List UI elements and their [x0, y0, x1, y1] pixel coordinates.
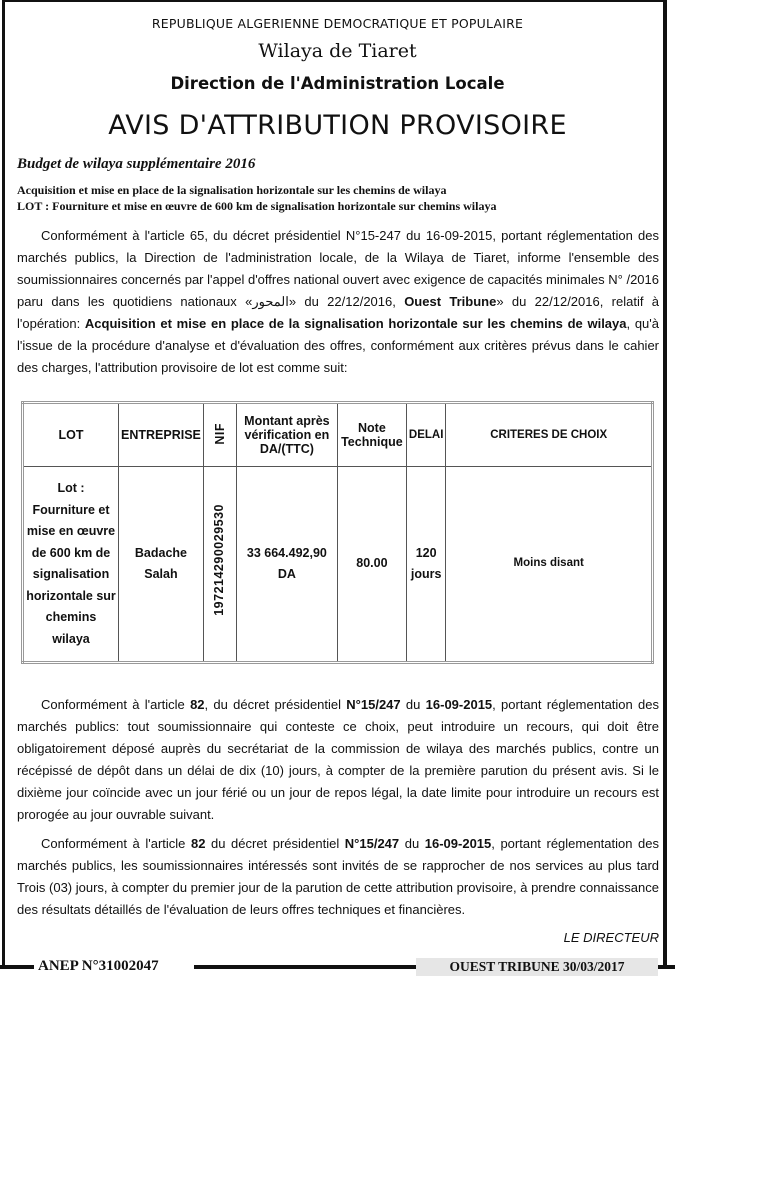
cell-criteres: Moins disant [446, 467, 653, 663]
p3-decret: N°15/247 [344, 836, 400, 851]
p2-text-g: , portant réglementation des marchés publics: tout soumissionnaire qui conteste ce choix, peut introduire un recours, qui doit être obligatoirement déposé auprès du secrétariat de la commission de wilaya des marchés publics, contre un récépissé de dépôt dans un délai de dix (10) jours, à compter de la première parution du présent avis. Si le dixième jour coïncide avec un jour férié ou un jour de repos légal, la date limite pour introduire un recours est prorogée au jour ouvrable suivant. [17, 697, 659, 822]
p1-arabic: المحور [252, 294, 289, 309]
p1-text-d: » du 22/12/2016, relatif à l'opération: [17, 294, 660, 331]
cell-entreprise: Badache Salah [119, 467, 204, 663]
cell-delai: 120 jours [406, 467, 446, 663]
attribution-table [21, 401, 654, 664]
p3-text-e: du [399, 836, 425, 851]
th-delai: DELAI [406, 403, 446, 467]
th-note: Note Technique [337, 403, 406, 467]
p1-operation: Acquisition et mise en place de la signalisation horizontale sur les chemins de wilaya [84, 316, 627, 331]
p1-text-a: Conformément à l'article 65, du décret présidentiel N°15-247 du 16-09-2015, portant réglementation des marchés publics, la Direction de l'administration locale, de la Wilaya de Tiaret, informe l'ensemble des soumissionnaires concernés par l'appel d'offres national ouvert avec exigence de capacités minimales N° /2016 paru dans les quotidiens nationaux « [17, 228, 659, 309]
paragraph-2 [17, 694, 659, 826]
p1-ouest-tribune: Ouest Tribune [404, 294, 497, 309]
signature-directeur: LE DIRECTEUR [563, 930, 659, 945]
p3-date: 16-09-2015 [424, 836, 492, 851]
cell-montant: 33 664.492,90 DA [236, 467, 337, 663]
header-wilaya: Wilaya de Tiaret [258, 40, 417, 62]
footer-rule-middle [194, 965, 416, 969]
nif-value: 197214290029530 [212, 504, 227, 617]
th-lot: LOT [23, 403, 119, 467]
p2-text-e: du [400, 697, 426, 712]
subject-line-1: Acquisition et mise en place de la signalisation horizontale sur les chemins de wilaya [17, 183, 447, 197]
subject-line-2: LOT : Fourniture et mise en œuvre de 600 km de signalisation horizontale sur chemins wilaya [17, 199, 497, 213]
cell-nif [203, 467, 236, 663]
budget-line: Budget de wilaya supplémentaire 2016 [17, 156, 256, 172]
footer-ouest-tribune: OUEST TRIBUNE 30/03/2017 [416, 958, 658, 976]
header-direction: Direction de l'Administration Locale [170, 74, 505, 93]
header-republique: REPUBLIQUE ALGERIENNE DEMOCRATIQUE ET POPULAIRE [151, 16, 524, 31]
p2-article: 82 [190, 697, 205, 712]
footer-anep: ANEP N°31002047 [34, 958, 163, 975]
p3-text-a: Conformément à l'article [41, 836, 191, 851]
cell-note: 80.00 [337, 467, 406, 663]
p1-text-b: » du 22/12/2016, [288, 294, 405, 309]
th-montant: Montant après vérification en DA/(TTC) [236, 403, 337, 467]
page-title: AVIS D'ATTRIBUTION PROVISOIRE [108, 110, 567, 141]
p3-text-c: du décret présidentiel [205, 836, 345, 851]
p2-decret: N°15/247 [346, 697, 401, 712]
p2-text-c: , du décret présidentiel [204, 697, 347, 712]
p2-date: 16-09-2015 [425, 697, 493, 712]
paragraph-3 [17, 833, 659, 921]
th-entreprise: ENTREPRISE [119, 403, 204, 467]
th-nif [203, 403, 236, 467]
cell-lot: Lot : Fourniture et mise en œuvre de 600 km de signalisation horizontale sur chemins wilaya [23, 467, 119, 663]
table-header-row [23, 403, 653, 467]
p2-text-a: Conformément à l'article [41, 697, 191, 712]
p1-text-f: , qu'à l'issue de la procédure d'analyse et d'évaluation des offres, conformément aux critères prévus dans le cahier des charges, l'attribution provisoire de lot est comme suit: [17, 316, 659, 375]
p3-article: 82 [190, 836, 206, 851]
p3-text-g: , portant réglementation des marchés publics, les soumissionnaires intéressés sont invités de se rapprocher de nos services au plus tard Trois (03) jours, à compter du premier jour de la parution de cette attribution provisoire, à prendre connaissance des résultats détaillés de l'évaluation de leurs offres techniques et financières. [17, 836, 660, 917]
footer-rule-left [0, 965, 34, 969]
table-row [23, 467, 653, 663]
paragraph-1 [17, 225, 659, 379]
th-criteres: CRITERES DE CHOIX [446, 403, 653, 467]
nif-header-label: NIF [212, 422, 227, 445]
footer-rule-right [658, 965, 675, 969]
